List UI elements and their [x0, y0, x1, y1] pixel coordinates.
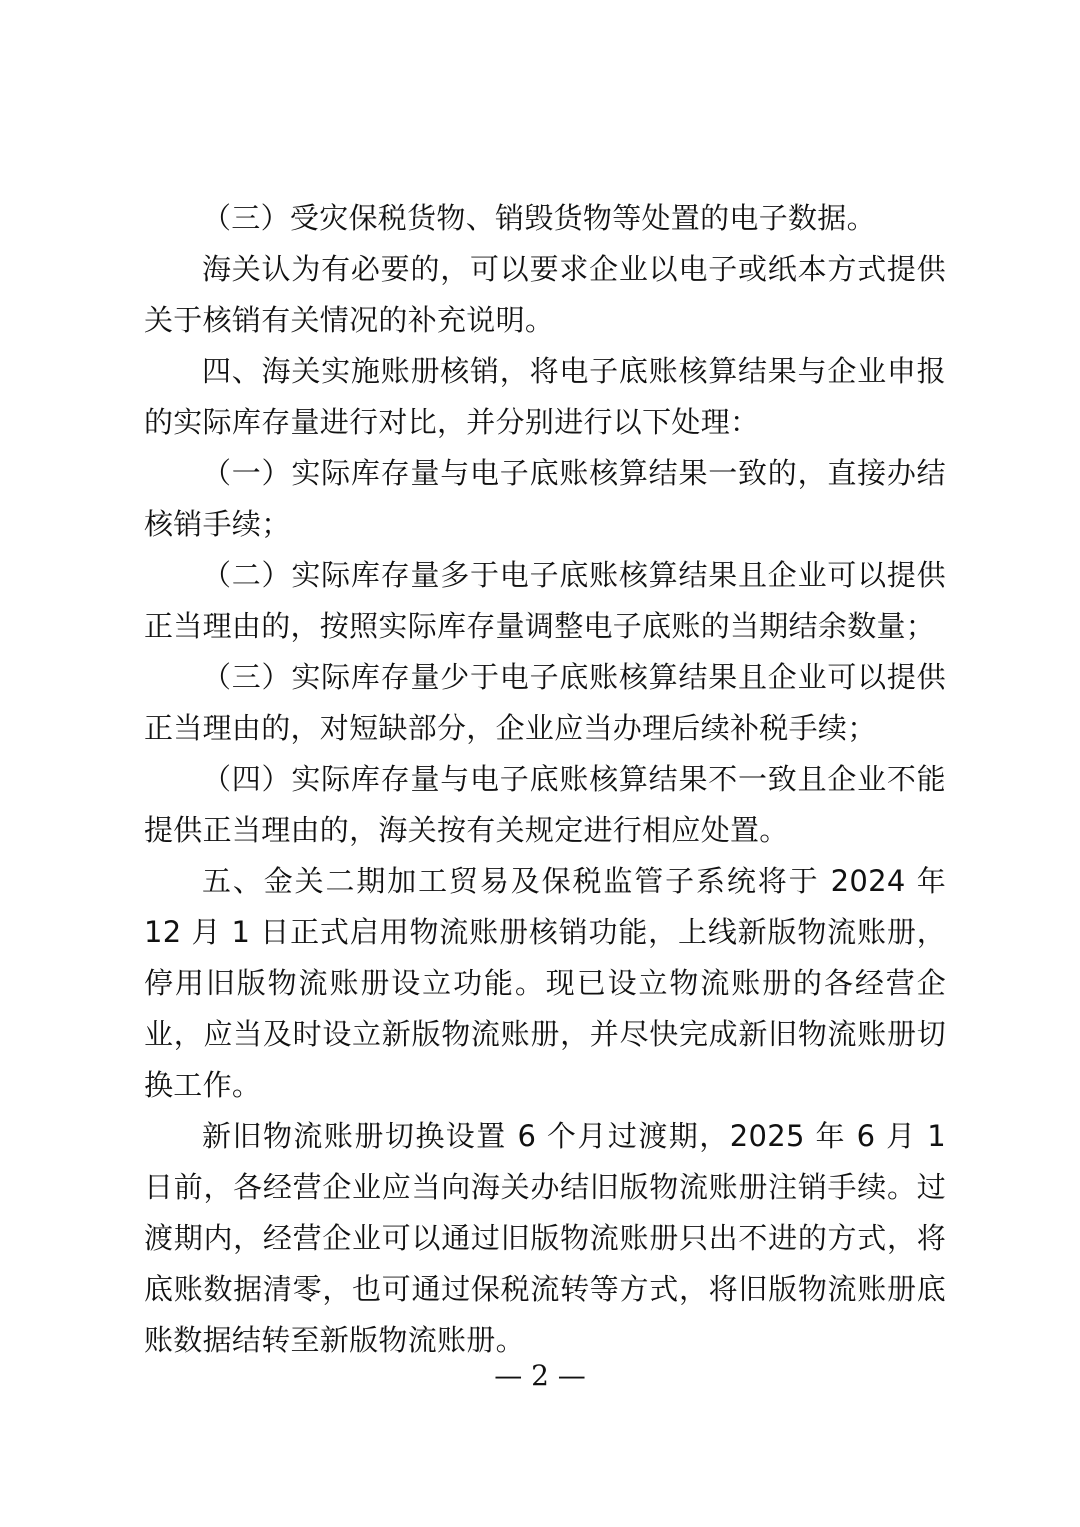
paragraph-case-3-shortage: （三）实际库存量少于电子底账核算结果且企业可以提供正当理由的，对短缺部分，企业应当办理后续补税手续；: [144, 660, 946, 745]
document-body: [144, 193, 946, 1366]
paragraph-supplementary-explanation: 海关认为有必要的，可以要求企业以电子或纸本方式提供关于核销有关情况的补充说明。: [144, 252, 946, 337]
paragraph-case-2-surplus: （二）实际库存量多于电子底账核算结果且企业可以提供正当理由的，按照实际库存量调整电子底账的当期结余数量；: [144, 558, 946, 643]
paragraph-section-5-system-launch: 五、金关二期加工贸易及保税监管子系统将于 2024 年 12 月 1 日正式启用物流账册核销功能，上线新版物流账册，停用旧版物流账册设立功能。现已设立物流账册的各经营企业，应当及时设立新版物流账册，并尽快完成新旧物流账册切换工作。: [144, 864, 946, 1102]
paragraph-item-3-disaster-goods: （三）受灾保税货物、销毁货物等处置的电子数据。: [202, 201, 876, 235]
page-number: — 2 —: [494, 1359, 586, 1392]
paragraph-case-4-inconsistent: （四）实际库存量与电子底账核算结果不一致且企业不能提供正当理由的，海关按有关规定进行相应处置。: [144, 762, 946, 847]
paragraph-transition-period: 新旧物流账册切换设置 6 个月过渡期，2025 年 6 月 1 日前，各经营企业应当向海关办结旧版物流账册注销手续。过渡期内，经营企业可以通过旧版物流账册只出不进的方式，将底账数据清零，也可通过保税流转等方式，将旧版物流账册底账数据结转至新版物流账册。: [144, 1119, 946, 1357]
paragraph-section-4-verification: 四、海关实施账册核销，将电子底账核算结果与企业申报的实际库存量进行对比，并分别进行以下处理：: [144, 354, 946, 439]
paragraph-case-1-consistent: （一）实际库存量与电子底账核算结果一致的，直接办结核销手续；: [144, 456, 946, 541]
